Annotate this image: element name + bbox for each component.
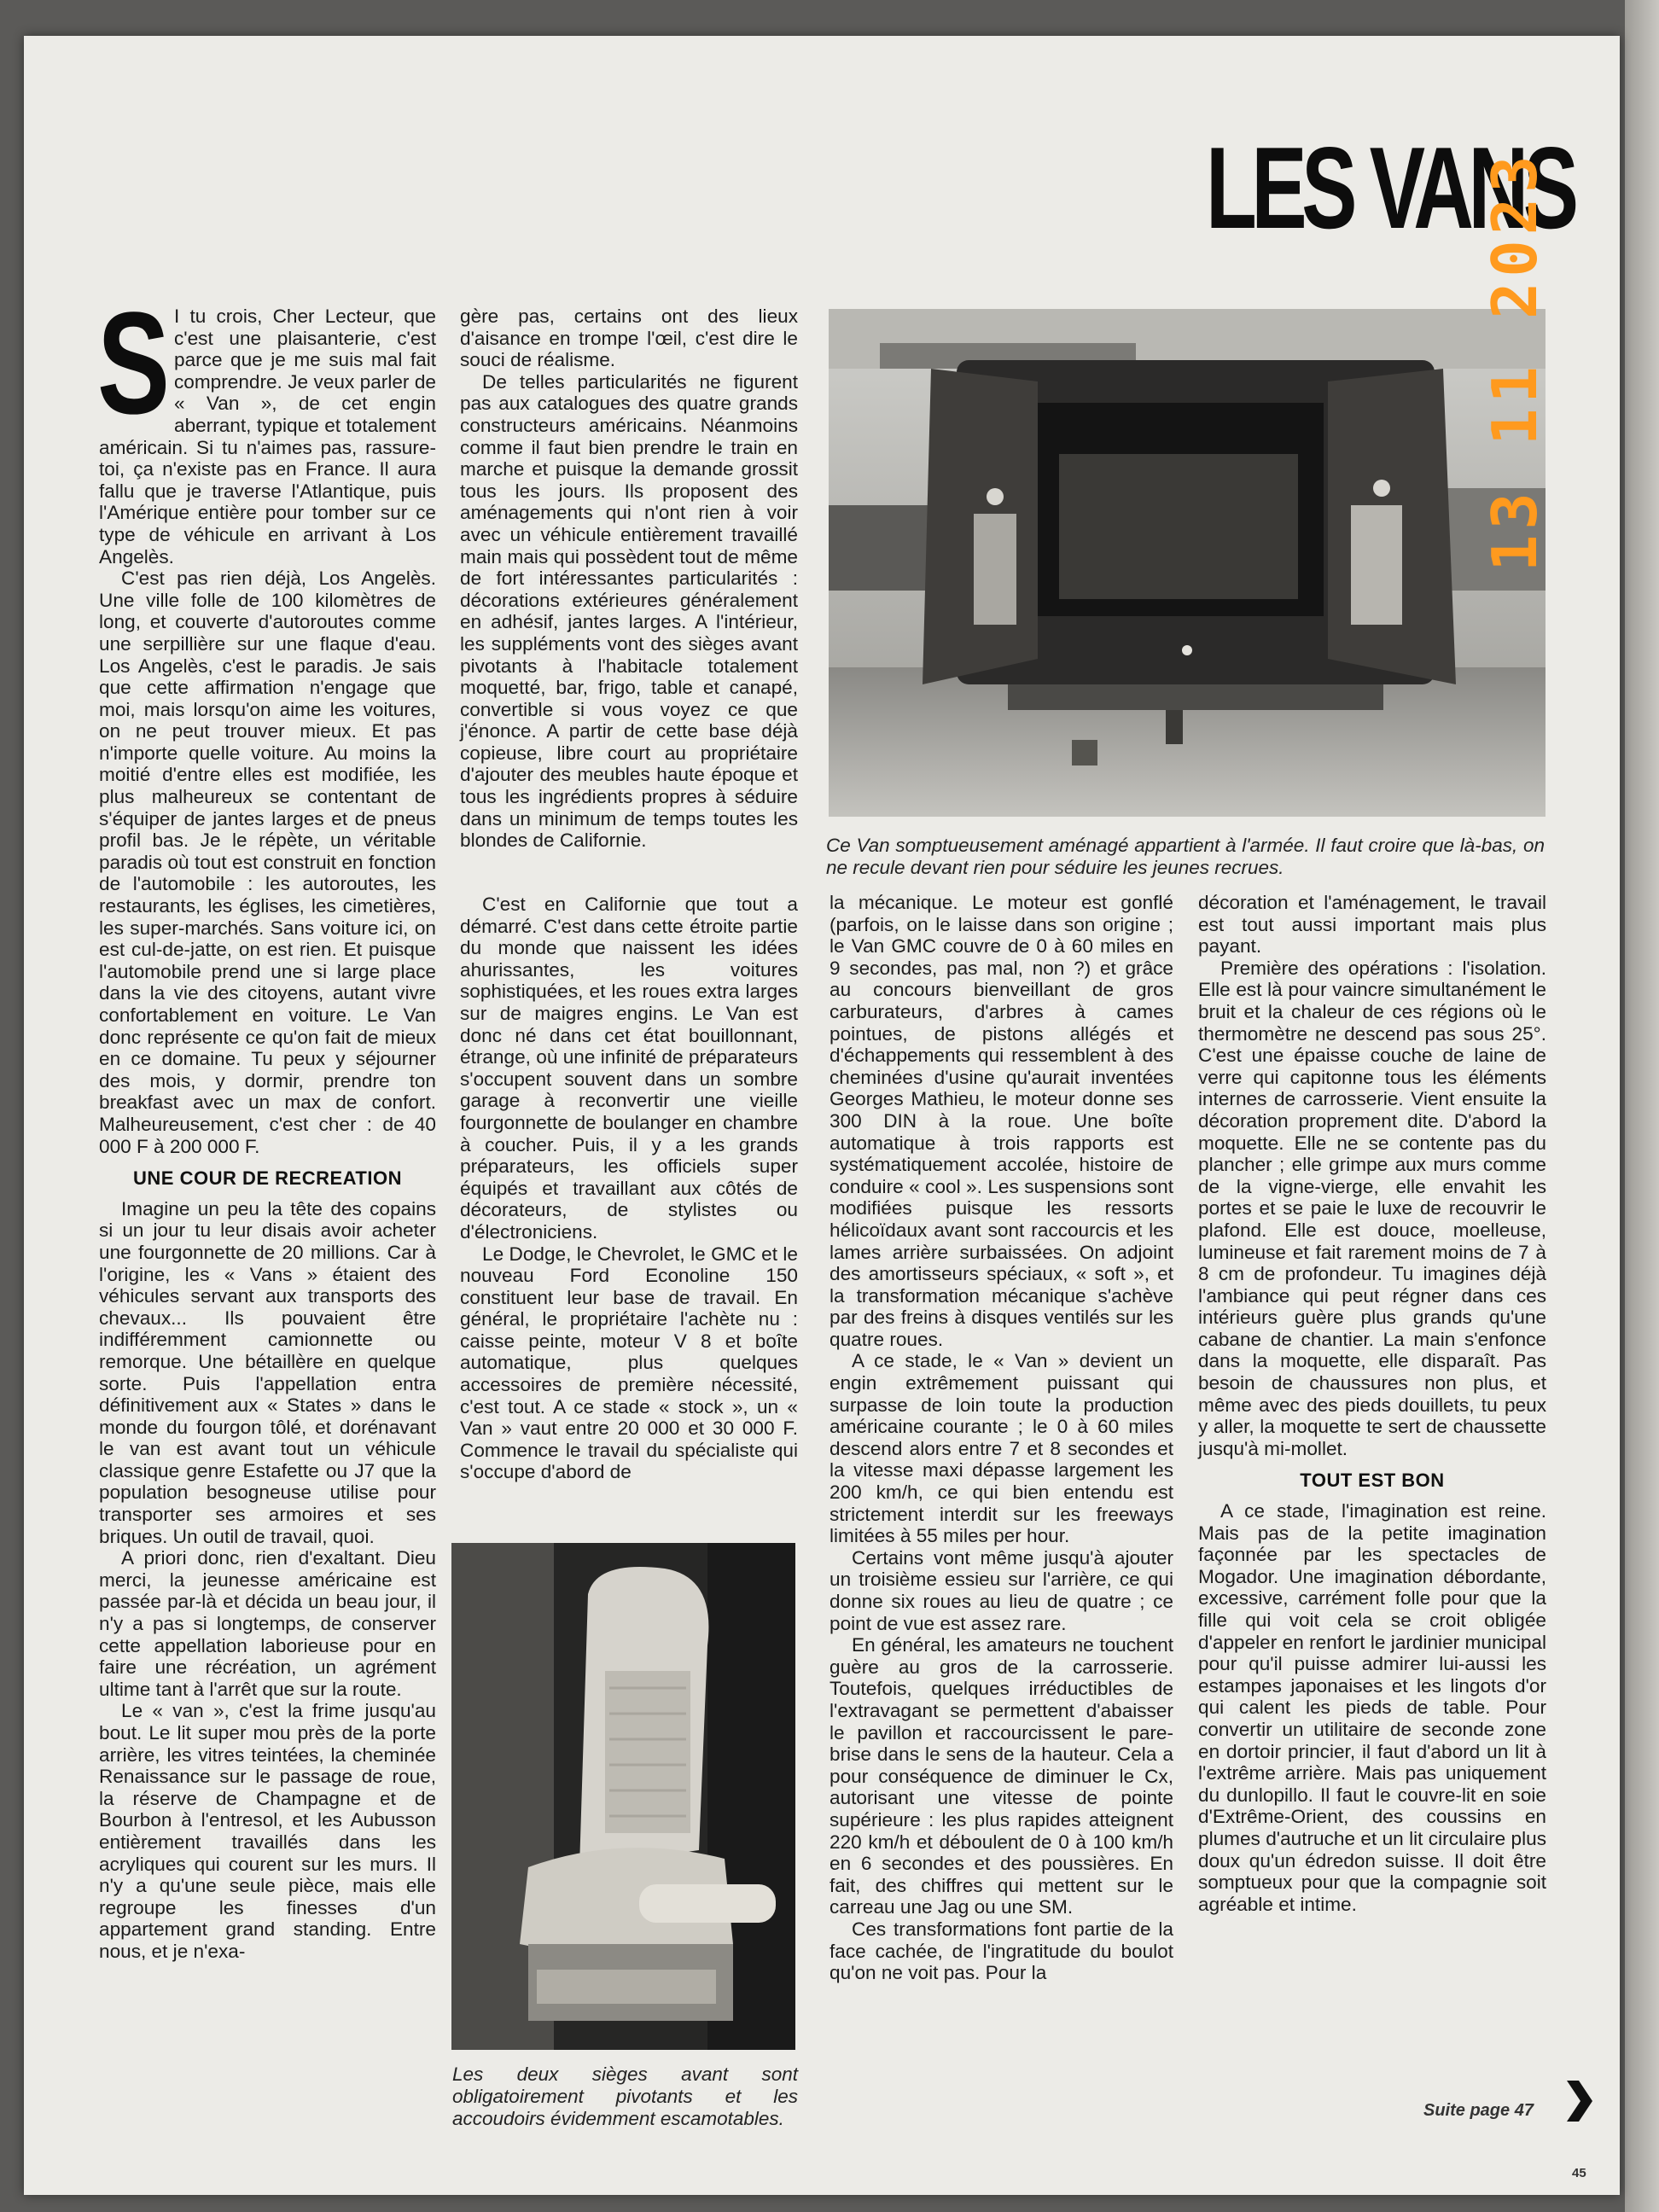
column-3 [830,892,1173,1984]
paragraph: Certains vont même jusqu'à ajouter un troisième essieu sur l'arrière, ce qui donne six roues au lieu de quatre ; ce point de vue est assez rare. [830,1546,1173,1634]
van-photo [829,309,1545,817]
paragraph: De telles particularités ne figurent pas aux catalogues des quatre grands constructeurs américains. Néanmoins comme il faut bien prendre le train en marche et puisque la demande grossit tous les jours. Ils proposent des aménagements qui n'ont rien à voir avec un véhicule entièrement travaillé main mais qui possèdent tout de même de fort intéressantes particularités : décorations extérieures généralement en adhésif, jantes larges. A l'intérieur, les suppléments vont des sièges avant pivotants à l'habitacle totalement moquetté, bar, frigo, table et canapé, convertible si vous voyez ce que j'énonce. A partir de cette base déjà copieuse, libre court au propriétaire d'ajouter des meubles haute époque et tous les ingrédients propres à séduire dans un minimum de temps toutes les blondes de Californie. [460,370,798,852]
van-rear-interior-image [829,309,1545,817]
column-2-continued [460,894,798,1483]
drop-cap: S [97,282,171,445]
continued-page-note: Suite page 47 [1423,2101,1534,2120]
section-heading: TOUT EST BON [1300,1470,1445,1492]
headline: LES VANS [1206,123,1574,253]
paragraph: C'est en Californie que tout a démarré. C'est dans cette étroite partie du monde que naissent les idées ahurissantes, les voitures sophistiquées, et les roues extra larges sur de maigres engins. Le Van est donc né dans cet état bouillonnant, étrange, où une infinité de préparateurs s'occupent souvent dans un sombre garage à reconvertir une vieille fourgonnette de boulanger en chambre à coucher. Puis, il y a les grands préparateurs, les officiels super équipés et travaillant aux côtés de décorateurs, de stylistes ou d'électroniciens. [460,894,798,1243]
paragraph: Ces transformations font partie de la face cachée, de l'ingratitude du boulot qu'on ne voit pas. Pour la [830,1918,1173,1984]
magazine-page [24,36,1620,2195]
paragraph: En général, les amateurs ne touchent guère au gros de la carrosserie. Toutefois, quelques irréductibles de l'extravagant se permettent d'abaisser le pavillon et raccourcissent le pare-brise dans le sens de la hauteur. Cela a pour conséquence de diminuer le Cx, autorisant une vitesse de pointe supérieure : les plus rapides atteignent 220 km/h et déboulent de 0 à 100 km/h en 6 secondes et des poussières. En fait, des chiffres qui mettent sur le carreau une Jag ou une SM. [830,1634,1173,1918]
seat-photo [451,1543,795,2050]
page-number: 45 [1572,2166,1586,2180]
chevron-right-icon [1567,2081,1592,2122]
van-photo-caption: Ce Van somptueusement aménagé appartient à l'armée. Il faut croire que là-bas, on ne recule devant rien pour séduire les jeunes recrues. [826,835,1545,878]
seat-photo-caption: Les deux sièges avant sont obligatoirement pivotants et les accoudoirs évidemment escamotables. [452,2064,798,2129]
page-edge [1625,0,1659,2212]
paragraph: A ce stade, le « Van » devient un engin extrêmement puissant qui surpasse de loin toute la production américaine courante ; le 0 à 60 miles descend alors entre 7 et 8 secondes et la vitesse maxi dépasse largement les 200 km/h, ce qui bien entendu est strictement interdit sur les freeways limitées à 55 miles per hour. [830,1350,1173,1547]
paragraph: Première des opérations : l'isolation. Elle est là pour vaincre simultanément le bruit et la chaleur de ces régions où le thermomètre ne descend pas sous 25°. C'est une épaisse couche de laine de verre qui capitonne tous les éléments internes de carrosserie. Vient ensuite la décoration proprement dite. D'abord la moquette. Elle ne se contente pas du plancher ; elle grimpe aux murs comme de la vigne-vierge, elle envahit les portes et se paie le luxe de recouvrir le plafond. Elle est douce, moelleuse, lumineuse et fait rarement moins de 7 à 8 cm de profondeur. Tu imagines déjà l'ambiance qui peut régner dans ces intérieurs guère plus grands qu'une cabane de chantier. La main s'enfonce dans la moquette, elle disparaît. Pas besoin de chaussures non plus, et même avec des pieds douillets, tu peux y aller, la moquette te sert de chaussette jusqu'à mi-mollet. [1198,957,1546,1459]
paragraph: Le « van », c'est la frime jusqu'au bout. Le lit super mou près de la porte arrière, les vitres teintées, la cheminée Renaissance sur le passage de roue, la réserve de Champagne et de Bourbon à l'entresol, et les Aubusson entièrement travaillés dans les acryliques qui courent sur les murs. Il n'y a qu'une seule pièce, mais elle regroupe les finesses d'un appartement grand standing. Entre nous, et je n'exa- [99,1700,436,1962]
paragraph: Le Dodge, le Chevrolet, le GMC et le nouveau Ford Econoline 150 constituent leur base de travail. En général, le propriétaire l'achète nu : caisse peinte, moteur V 8 et boîte automatique, plus quelques accessoires de première nécessité, c'est tout. A ce stade « stock », un « Van » vaut entre 20 000 et 30 000 F. Commence le travail du spécialiste qui s'occupe d'abord de [460,1243,798,1483]
camera-date-stamp: 13 11 2023 [1479,150,1551,572]
paragraph: Imagine un peu la tête des copains si un jour tu leur disais avoir acheter une fourgonnette de 20 millions. Car à l'origine, les « Vans » étaient des véhicules servant aux transports des chevaux... Ils pouvaient être indifféremment camionnette ou remorque. Une bétaillère en quelque sorte. Puis l'appellation entra définitivement aux « States » dans le monde du fourgon tôlé, et dorénavant le van est avant tout un véhicule classique genre Estafette ou J7 que la population besogneuse utilise pour transporter ses armoires et ses briques. Un outil de travail, quoi. [99,1197,436,1547]
paragraph: la mécanique. Le moteur est gonflé (parfois, on le laisse dans son origine ; le Van GMC couvre de 0 à 60 miles en 9 secondes, pas mal, non ?) et grâce au concours bienveillant de gros carburateurs, d'arbres à cames pointues, de pistons allégés et d'échappements qui ressemblent à des cheminées d'usine qu'aurait inventées Georges Mathieu, le moteur donne ses 300 DIN à la roue. Une boîte automatique à trois rapports est systématiquement accolée, histoire de conduire « cool ». Les suspensions sont modifiées puisque les ressorts hélicoïdaux avant sont raccourcis et les lames arrière surbaissées. On adjoint des amortisseurs spéciaux, « soft », et la transformation mécanique s'achève par des freins à disques ventilés sur les quatre roues. [830,892,1173,1350]
section-heading: UNE COUR DE RECREATION [133,1167,402,1190]
paragraph: gère pas, certains ont des lieux d'aisance en trompe l'œil, c'est dire le souci de réalisme. [460,306,798,371]
column-2 [460,306,798,852]
swivel-seat-image [451,1543,795,2050]
column-4 [1198,892,1546,1915]
column-1 [97,282,436,1963]
paragraph: A priori donc, rien d'exaltant. Dieu merci, la jeunesse américaine est passée par-là et décida un beau jour, il n'y a pas si longtemps, de conserver cette appellation laborieuse pour en faire une récréation, un agrément ultime tant à l'arrêt que sur la route. [99,1547,436,1700]
paragraph: I tu crois, Cher Lecteur, que c'est une plaisanterie, c'est parce que je me suis mal fait comprendre. Je veux parler de « Van », de cet engin aberrant, typique et totalement américain. Si tu n'aimes pas, rassure-toi, ça n'existe pas en France. Il aura fallu que je traverse l'Atlantique, puis l'Amérique entière pour tomber sur ce type de véhicule en arrivant à Los Angelès. [99,306,436,568]
paragraph: A ce stade, l'imagination est reine. Mais pas de la petite imagination façonnée par les spectacles de Mogador. Une imagination débordante, excessive, carrément folle pour que la fille qui voit cela se croit obligée d'appeler en renfort le jardinier municipal pour qu'il puisse admirer lui-aussi les estampes japonaises et les lingots d'or qui calent les pieds de table. Pour convertir un utilitaire de seconde zone en dortoir princier, il faut d'abord un lit à l'extrême arrière. Mais pas uniquement du dunlopillo. Il faut le couvre-lit en soie d'Extrême-Orient, des coussins en plumes d'autruche et un lit circulaire plus doux qu'un édredon suisse. Il doit être somptueux pour que la compagnie soit agréable et intime. [1198,1500,1546,1915]
paragraph: décoration et l'aménagement, le travail est tout aussi important mais plus payant. [1198,892,1546,958]
paragraph: C'est pas rien déjà, Los Angelès. Une ville folle de 100 kilomètres de long, et couverte d'autoroutes comme une serpillière sur une flaque d'eau. Los Angelès, c'est le paradis. Je sais que cette affirmation n'engage que moi, mais lorsqu'on aime les voitures, on ne peut trouver mieux. Et pas n'importe quelle voiture. Au moins la moitié d'entre elles est modifiée, les plus malheureux se contentant de s'équiper de jantes larges et de pneus profil bas. Je le répète, un véritable paradis où tout est construit en fonction de l'automobile : les autoroutes, les restaurants, les églises, les cimetières, les super-marchés. Sans voiture ici, on est cul-de-jatte, on est rien. Et puisque l'automobile prend une si large place dans la vie des citoyens, autant vivre confortablement en voiture. Le Van donc représente ce qu'on fait de mieux en ce domaine. Tu peux y séjourner des mois, y dormir, prendre ton breakfast avec un max de confort. Malheureusement, c'est cher : de 40 000 F à 200 000 F. [99,568,436,1157]
